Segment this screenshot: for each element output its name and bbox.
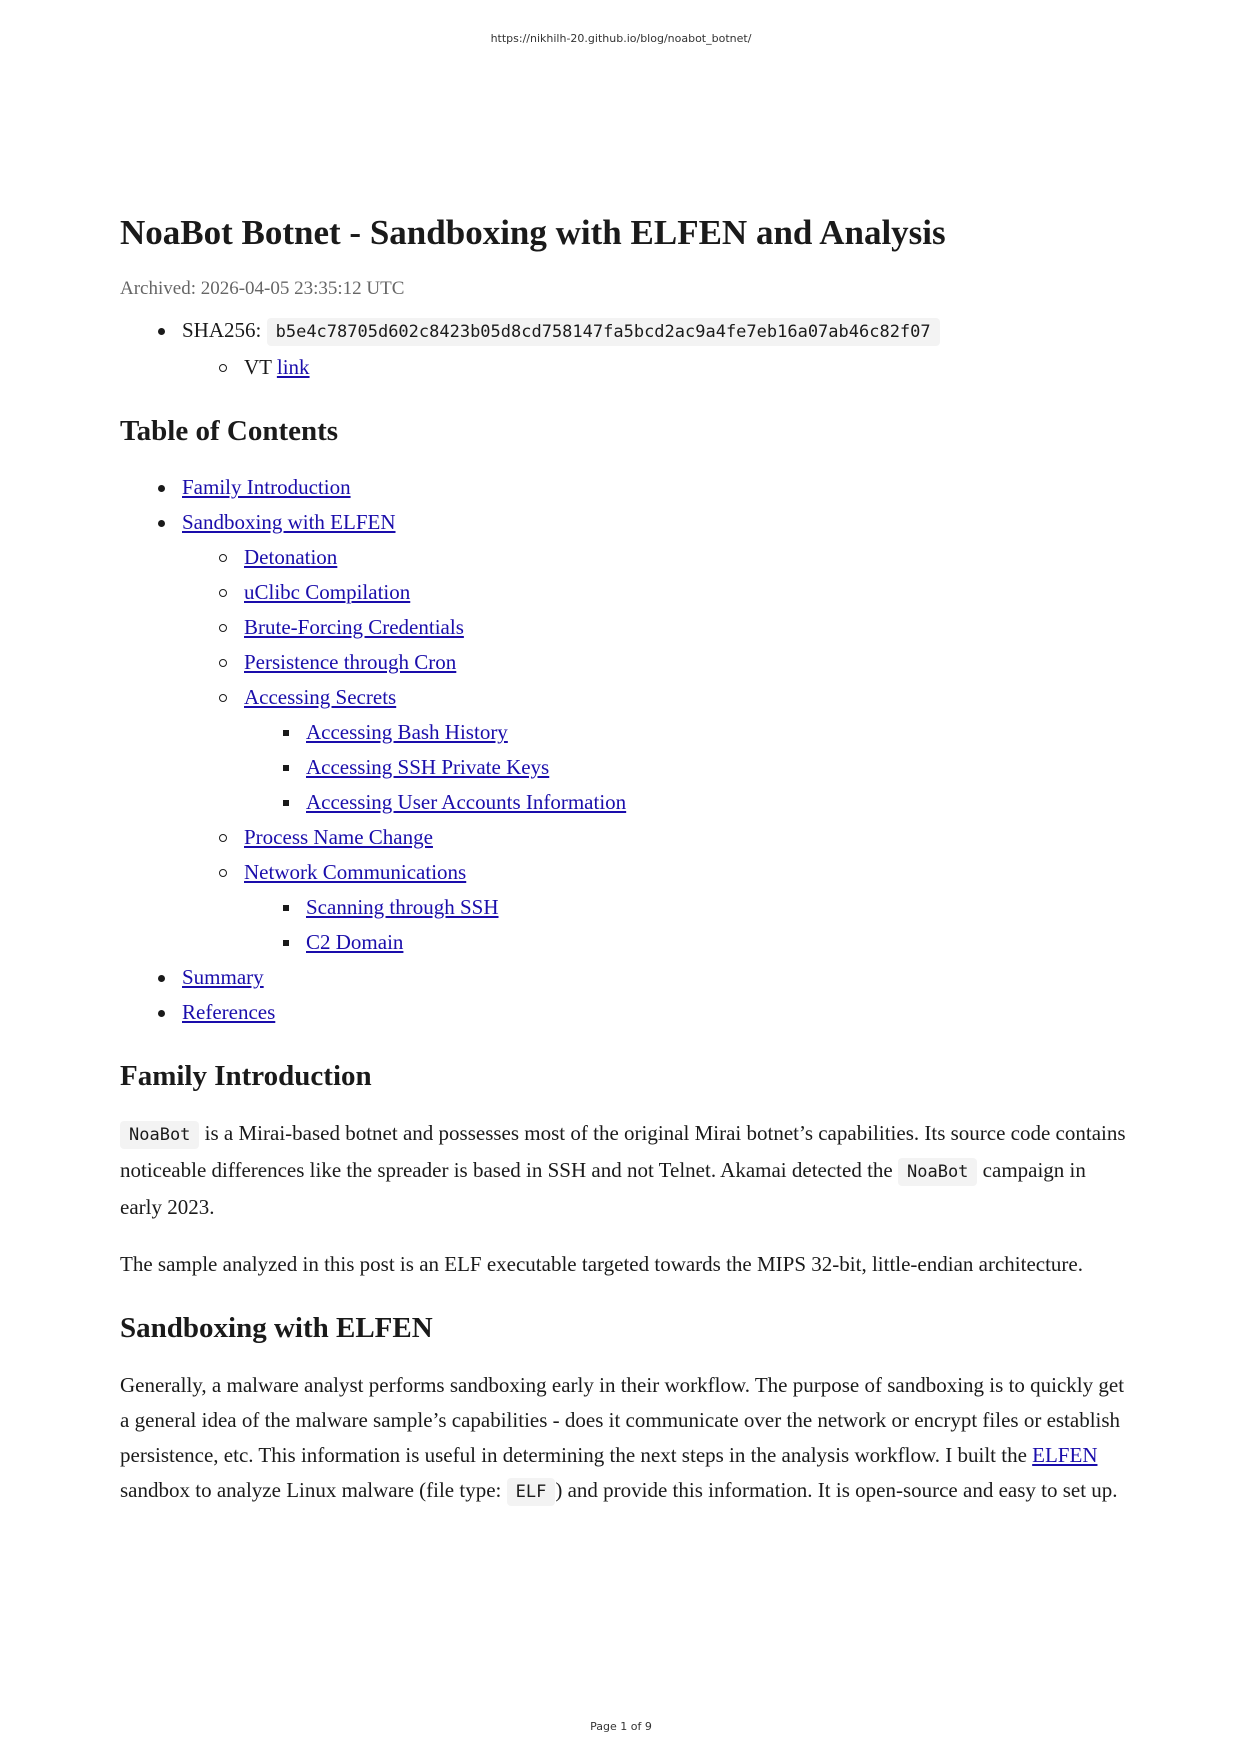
sha256-label: SHA256: xyxy=(182,318,262,342)
noabot-code: NoaBot xyxy=(120,1121,199,1149)
toc-item xyxy=(244,715,1130,750)
toc-item xyxy=(182,610,1130,645)
sandbox-text-a: Generally, a malware analyst performs sandboxing early in their workflow. The purpose of sandboxing is to quickly get a general idea of the malware sample’s capabilities - does it communicate over the network or encrypt files or establish persistence, etc. This information is useful in determining the next steps in the analysis workflow. I built the xyxy=(120,1373,1125,1467)
toc-item xyxy=(244,785,1130,820)
toc-heading: Table of Contents xyxy=(120,415,339,447)
sha256-value: b5e4c78705d602c8423b05d8cd758147fa5bcd2ac9a4fe7eb16a07ab46c82f07 xyxy=(267,318,940,346)
noabot-code: NoaBot xyxy=(898,1158,977,1186)
toc-link-brute-forcing[interactable]: Brute-Forcing Credentials xyxy=(244,615,464,639)
toc-link-references[interactable]: References xyxy=(182,1000,276,1024)
toc-item xyxy=(244,925,1130,960)
toc-link-bash-history[interactable]: Accessing Bash History xyxy=(306,720,508,744)
toc-link-user-accounts[interactable]: Accessing User Accounts Information xyxy=(306,790,627,814)
vt-item xyxy=(182,350,1130,385)
toc-item xyxy=(120,995,1130,1030)
toc-item xyxy=(120,505,1130,960)
sandbox-text-c: ) and provide this information. It is open-source and easy to set up. xyxy=(555,1478,1118,1502)
toc-item xyxy=(120,470,1130,505)
toc-item xyxy=(182,645,1130,680)
page-number: Page 1 of 9 xyxy=(590,1720,652,1733)
toc-link-ssh-keys[interactable]: Accessing SSH Private Keys xyxy=(306,755,550,779)
family-text-a: is a Mirai-based botnet and possesses most of the original Mirai botnet’s capabilities. Its source code contains noticeable differences like the spreader is based in SSH and not Telnet. Akamai detected the xyxy=(120,1121,1126,1182)
family-text-b: campaign in early 2023. xyxy=(120,1158,1086,1219)
toc-link-process-name[interactable]: Process Name Change xyxy=(244,825,433,849)
page-title: NoaBot Botnet - Sandboxing with ELFEN and Analysis xyxy=(120,213,946,252)
hash-list xyxy=(120,313,1130,385)
toc-link-summary[interactable]: Summary xyxy=(182,965,264,989)
sandbox-text-b: sandbox to analyze Linux malware (file type: xyxy=(120,1478,502,1502)
toc-item xyxy=(182,855,1130,960)
toc-link-c2-domain[interactable]: C2 Domain xyxy=(306,930,404,954)
toc-link-uclibc[interactable]: uClibc Compilation xyxy=(244,580,411,604)
toc-link-sandboxing[interactable]: Sandboxing with ELFEN xyxy=(182,510,396,534)
toc-link-family-introduction[interactable]: Family Introduction xyxy=(182,475,351,499)
toc-item xyxy=(182,680,1130,820)
family-introduction-heading: Family Introduction xyxy=(120,1060,372,1092)
toc-item xyxy=(244,890,1130,925)
table-of-contents xyxy=(120,470,1130,1030)
toc-item xyxy=(120,960,1130,995)
toc-link-persistence[interactable]: Persistence through Cron xyxy=(244,650,457,674)
toc-link-detonation[interactable]: Detonation xyxy=(244,545,338,569)
toc-item xyxy=(182,575,1130,610)
toc-link-network[interactable]: Network Communications xyxy=(244,860,467,884)
archived-timestamp: Archived: 2026-04-05 23:35:12 UTC xyxy=(120,278,405,299)
vt-label: VT xyxy=(244,355,272,379)
sandboxing-heading: Sandboxing with ELFEN xyxy=(120,1312,433,1344)
page-url: https://nikhilh-20.github.io/blog/noabot_botnet/ xyxy=(490,32,752,45)
sha256-item xyxy=(120,313,1130,385)
toc-item xyxy=(244,750,1130,785)
vt-link[interactable]: link xyxy=(276,355,310,379)
toc-link-accessing-secrets[interactable]: Accessing Secrets xyxy=(244,685,397,709)
article xyxy=(120,210,1130,1510)
elf-code: ELF xyxy=(507,1478,556,1506)
family-paragraph-2: The sample analyzed in this post is an ELF executable targeted towards the MIPS 32-bit, little-endian architecture. xyxy=(120,1252,1083,1276)
toc-item xyxy=(182,540,1130,575)
family-paragraph-1 xyxy=(120,1116,1130,1225)
elfen-link[interactable]: ELFEN xyxy=(1032,1443,1098,1467)
sandboxing-paragraph xyxy=(120,1368,1130,1510)
toc-link-scanning-ssh[interactable]: Scanning through SSH xyxy=(306,895,499,919)
toc-item xyxy=(182,820,1130,855)
